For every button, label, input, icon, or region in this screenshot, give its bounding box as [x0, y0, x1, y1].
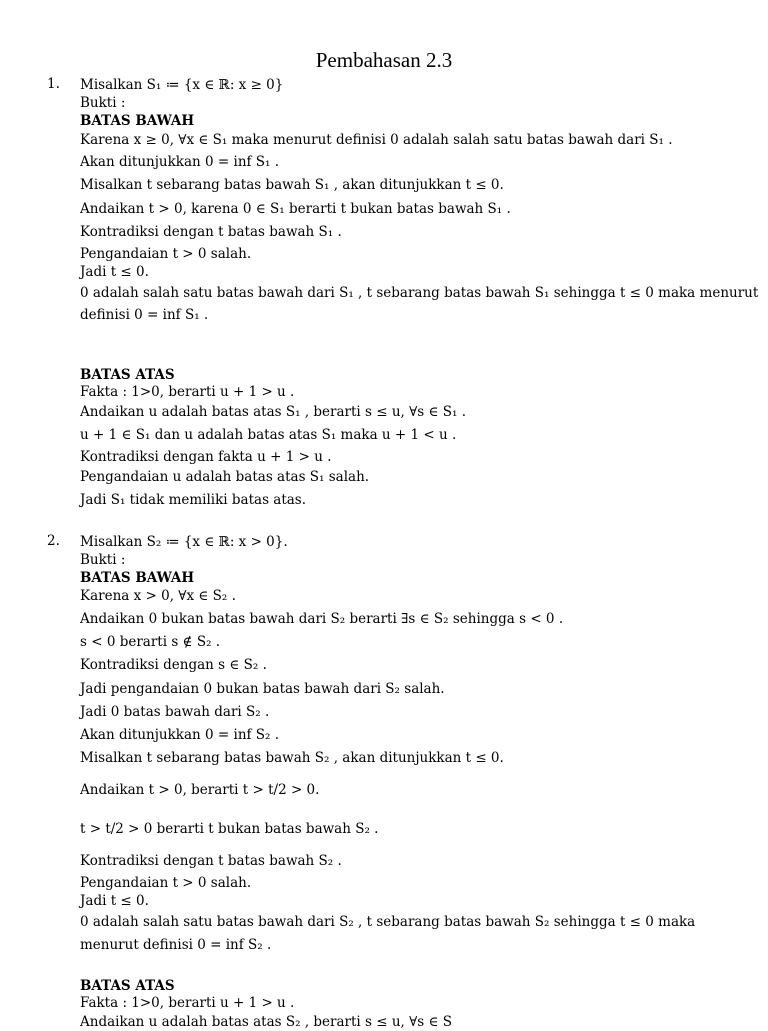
line: Fakta : 1>0, berarti u + 1 > u . [80, 995, 295, 1011]
line: Bukti : [80, 95, 126, 111]
line: Andaikan u adalah batas atas S₂ , berarti s ≤ u, ∀s ∈ S [80, 1014, 453, 1030]
problem-number-2: 2. [47, 533, 60, 549]
line: u + 1 ∈ S₁ dan u adalah batas atas S₁ maka u + 1 < u . [80, 427, 457, 443]
line: 0 adalah salah satu batas bawah dari S₂ , t sebarang batas bawah S₂ sehingga t ≤ 0 maka [80, 914, 696, 930]
line: Jadi 0 batas bawah dari S₂ . [80, 704, 270, 720]
line: Jadi S₁ tidak memiliki batas atas. [80, 492, 307, 508]
line: Misalkan t sebarang batas bawah S₂ , akan ditunjukkan t ≤ 0. [80, 750, 504, 766]
line: Kontradiksi dengan t batas bawah S₁ . [80, 224, 342, 240]
line: Pengandaian t > 0 salah. [80, 246, 252, 262]
line: Misalkan t sebarang batas bawah S₁ , akan ditunjukkan t ≤ 0. [80, 177, 504, 193]
line: Pengandaian u adalah batas atas S₁ salah. [80, 469, 370, 485]
line: Bukti : [80, 552, 126, 568]
line: Andaikan t > 0, berarti t > t/2 > 0. [80, 782, 320, 798]
section-heading: BATAS BAWAH [80, 570, 195, 586]
section-heading: BATAS BAWAH [80, 113, 195, 129]
line: s < 0 berarti s ∉ S₂ . [80, 634, 221, 650]
line: Kontradiksi dengan fakta u + 1 > u . [80, 449, 332, 465]
line: Jadi t ≤ 0. [80, 893, 149, 909]
line: Misalkan S₂ ≔ {x ∈ ℝ: x > 0}. [80, 534, 288, 550]
line: t > t/2 > 0 berarti t bukan batas bawah S₂ . [80, 821, 379, 837]
line: Kontradiksi dengan s ∈ S₂ . [80, 657, 267, 673]
line: Kontradiksi dengan t batas bawah S₂ . [80, 853, 342, 869]
page-title: Pembahasan 2.3 [315, 48, 453, 72]
line: Andaikan u adalah batas atas S₁ , berarti s ≤ u, ∀s ∈ S₁ . [80, 404, 467, 420]
problem-number-1: 1. [47, 76, 60, 92]
line: definisi 0 = inf S₁ . [80, 307, 209, 323]
line: Jadi t ≤ 0. [80, 264, 149, 280]
line: Jadi pengandaian 0 bukan batas bawah dari S₂ salah. [80, 681, 445, 697]
line: menurut definisi 0 = inf S₂ . [80, 937, 272, 953]
line: Fakta : 1>0, berarti u + 1 > u . [80, 384, 295, 400]
line: Andaikan t > 0, karena 0 ∈ S₁ berarti t bukan batas bawah S₁ . [80, 201, 511, 217]
section-heading: BATAS ATAS [80, 978, 175, 994]
line: Misalkan S₁ ≔ {x ∈ ℝ: x ≥ 0} [80, 77, 284, 93]
line: Karena x > 0, ∀x ∈ S₂ . [80, 588, 236, 604]
line: Karena x ≥ 0, ∀x ∈ S₁ maka menurut definisi 0 adalah salah satu batas bawah dari S₁ . [80, 132, 673, 148]
section-heading: BATAS ATAS [80, 367, 175, 383]
line: 0 adalah salah satu batas bawah dari S₁ , t sebarang batas bawah S₁ sehingga t ≤ 0 maka menurut [80, 285, 759, 301]
line: Akan ditunjukkan 0 = inf S₂ . [80, 727, 280, 743]
line: Andaikan 0 bukan batas bawah dari S₂ berarti ∃s ∈ S₂ sehingga s < 0 . [80, 611, 564, 627]
line: Akan ditunjukkan 0 = inf S₁ . [80, 154, 280, 170]
line: Pengandaian t > 0 salah. [80, 875, 252, 891]
